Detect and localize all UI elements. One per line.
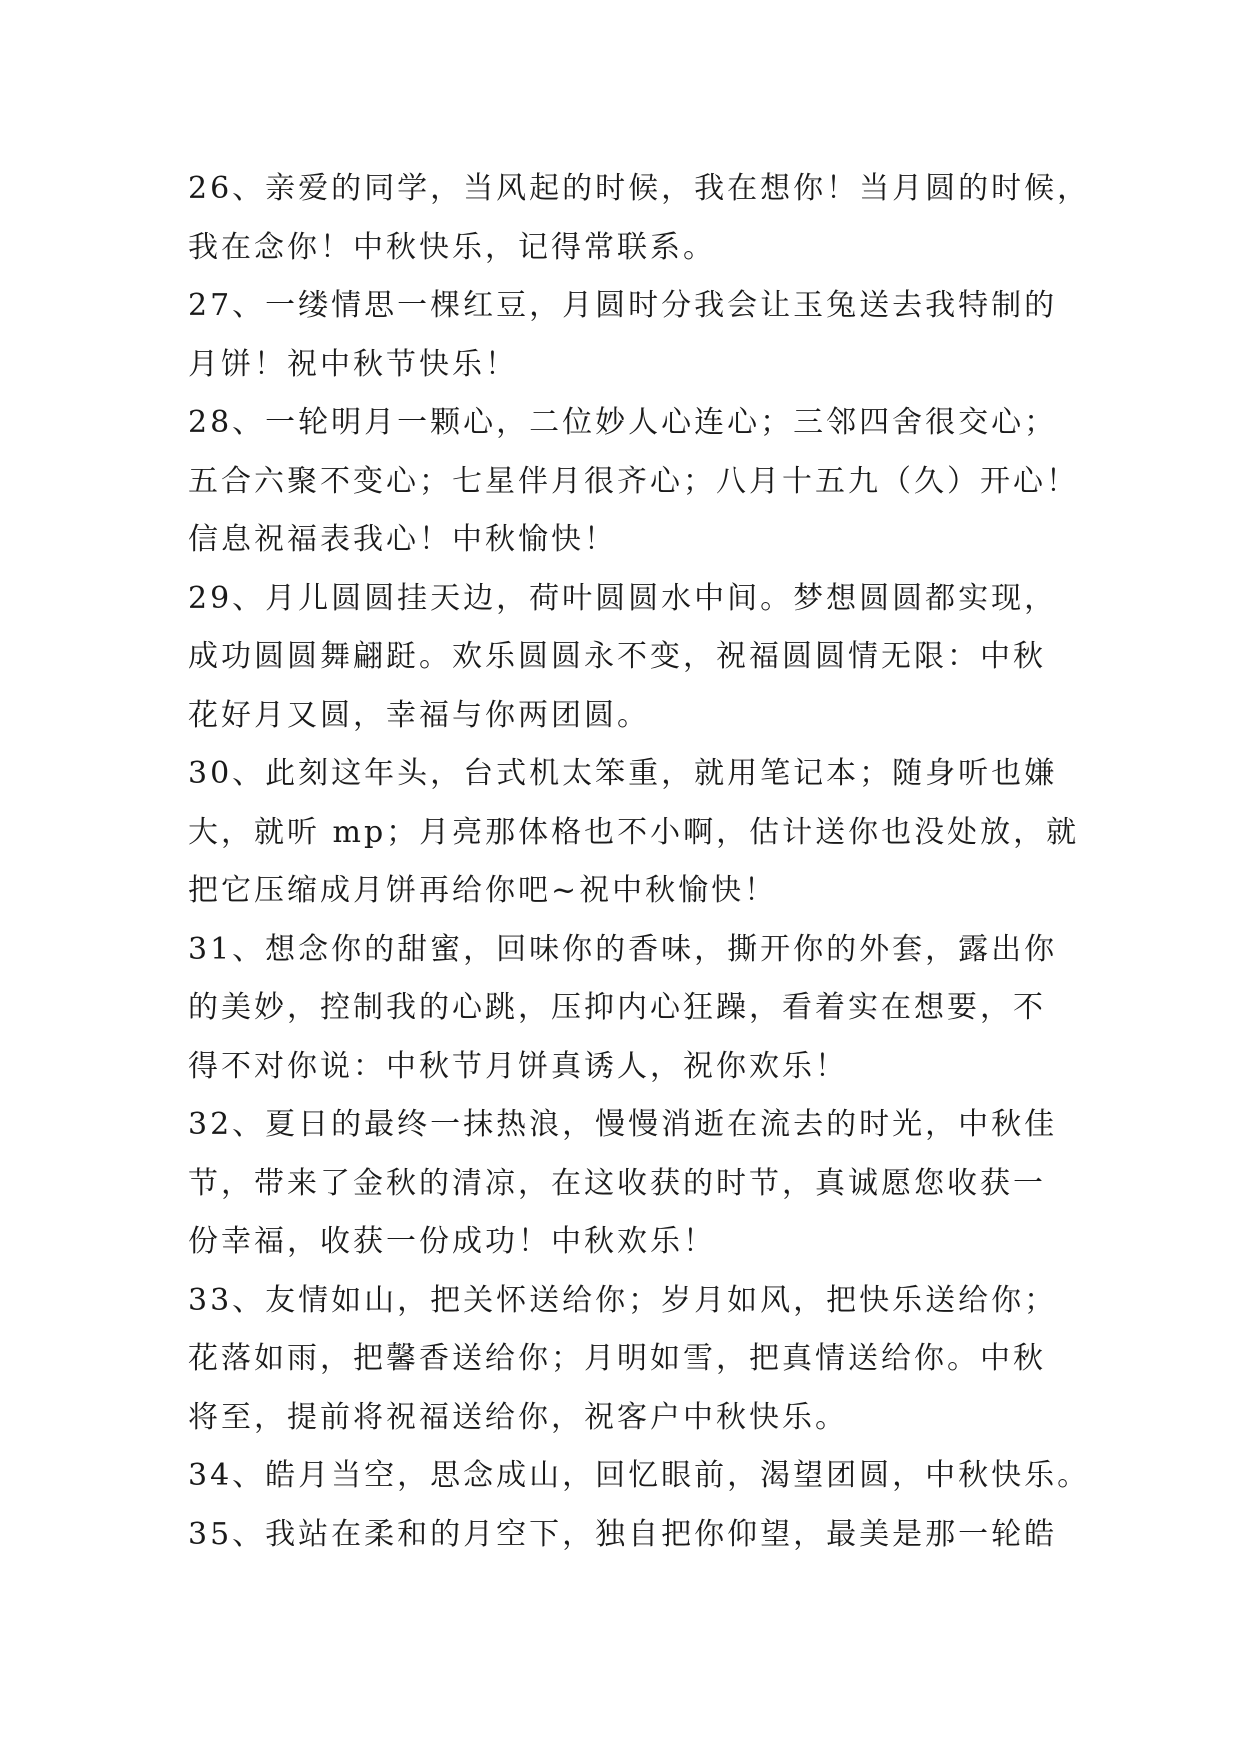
text-line: 32、夏日的最终一抹热浪，慢慢消逝在流去的时光，中秋佳 bbox=[188, 1107, 1058, 1142]
text-line: 将至，提前将祝福送给你，祝客户中秋快乐。 bbox=[188, 1399, 848, 1435]
text-line: 花好月又圆，幸福与你两团圆。 bbox=[188, 697, 650, 733]
text-line: 月饼！祝中秋节快乐！ bbox=[188, 346, 518, 382]
paragraph bbox=[188, 1272, 1068, 1448]
text-line: 我在念你！中秋快乐，记得常联系。 bbox=[188, 229, 716, 265]
text-line: 27、一缕情思一棵红豆，月圆时分我会让玉兔送去我特制的 bbox=[188, 288, 1058, 323]
text-line: 把它压缩成月饼再给你吧~祝中秋愉快！ bbox=[188, 873, 778, 908]
text-line: 节，带来了金秋的清凉，在这收获的时节，真诚愿您收获一 bbox=[188, 1165, 1046, 1201]
text-line: 26、亲爱的同学，当风起的时候，我在想你！当月圆的时候， bbox=[188, 171, 1091, 206]
text-line: 得不对你说：中秋节月饼真诱人，祝你欢乐！ bbox=[188, 1048, 848, 1084]
paragraph bbox=[188, 570, 1068, 746]
text-line: 28、一轮明月一颗心，二位妙人心连心；三邻四舍很交心； bbox=[188, 405, 1058, 440]
paragraph bbox=[188, 921, 1068, 1097]
text-line: 信息祝福表我心！中秋愉快！ bbox=[188, 522, 617, 557]
text-line: 31、想念你的甜蜜，回味你的香味，撕开你的外套，露出你 bbox=[188, 931, 1058, 967]
text-line: 的美妙，控制我的心跳，压抑内心狂躁，看着实在想要，不 bbox=[188, 990, 1046, 1025]
text-line: 30、此刻这年头，台式机太笨重，就用笔记本；随身听也嫌 bbox=[188, 756, 1058, 791]
paragraph bbox=[188, 277, 1068, 394]
text-line: 34、皓月当空，思念成山，回忆眼前，渴望团圆，中秋快乐。 bbox=[188, 1458, 1091, 1493]
paragraph bbox=[188, 745, 1080, 921]
paragraph bbox=[188, 160, 1091, 277]
paragraph bbox=[188, 1096, 1068, 1272]
text-line: 份幸福，收获一份成功！中秋欢乐！ bbox=[188, 1224, 716, 1259]
text-line: 35、我站在柔和的月空下，独自把你仰望，最美是那一轮皓 bbox=[188, 1516, 1058, 1552]
text-line: 花落如雨，把馨香送给你；月明如雪，把真情送给你。中秋 bbox=[188, 1341, 1046, 1376]
text-line: 五合六聚不变心；七星伴月很齐心；八月十五九（久）开心！ bbox=[188, 463, 1079, 499]
paragraph bbox=[188, 1506, 1068, 1565]
text-line: 29、月儿圆圆挂天边，荷叶圆圆水中间。梦想圆圆都实现， bbox=[188, 580, 1058, 616]
text-line: 33、友情如山，把关怀送给你；岁月如风，把快乐送给你； bbox=[188, 1282, 1058, 1318]
document-body bbox=[188, 160, 1091, 1564]
paragraph bbox=[188, 1447, 1091, 1506]
text-line: 大，就听 mp；月亮那体格也不小啊，估计送你也没处放，就 bbox=[188, 814, 1080, 850]
paragraph bbox=[188, 394, 1079, 570]
text-line: 成功圆圆舞翩跹。欢乐圆圆永不变，祝福圆圆情无限：中秋 bbox=[188, 639, 1046, 674]
